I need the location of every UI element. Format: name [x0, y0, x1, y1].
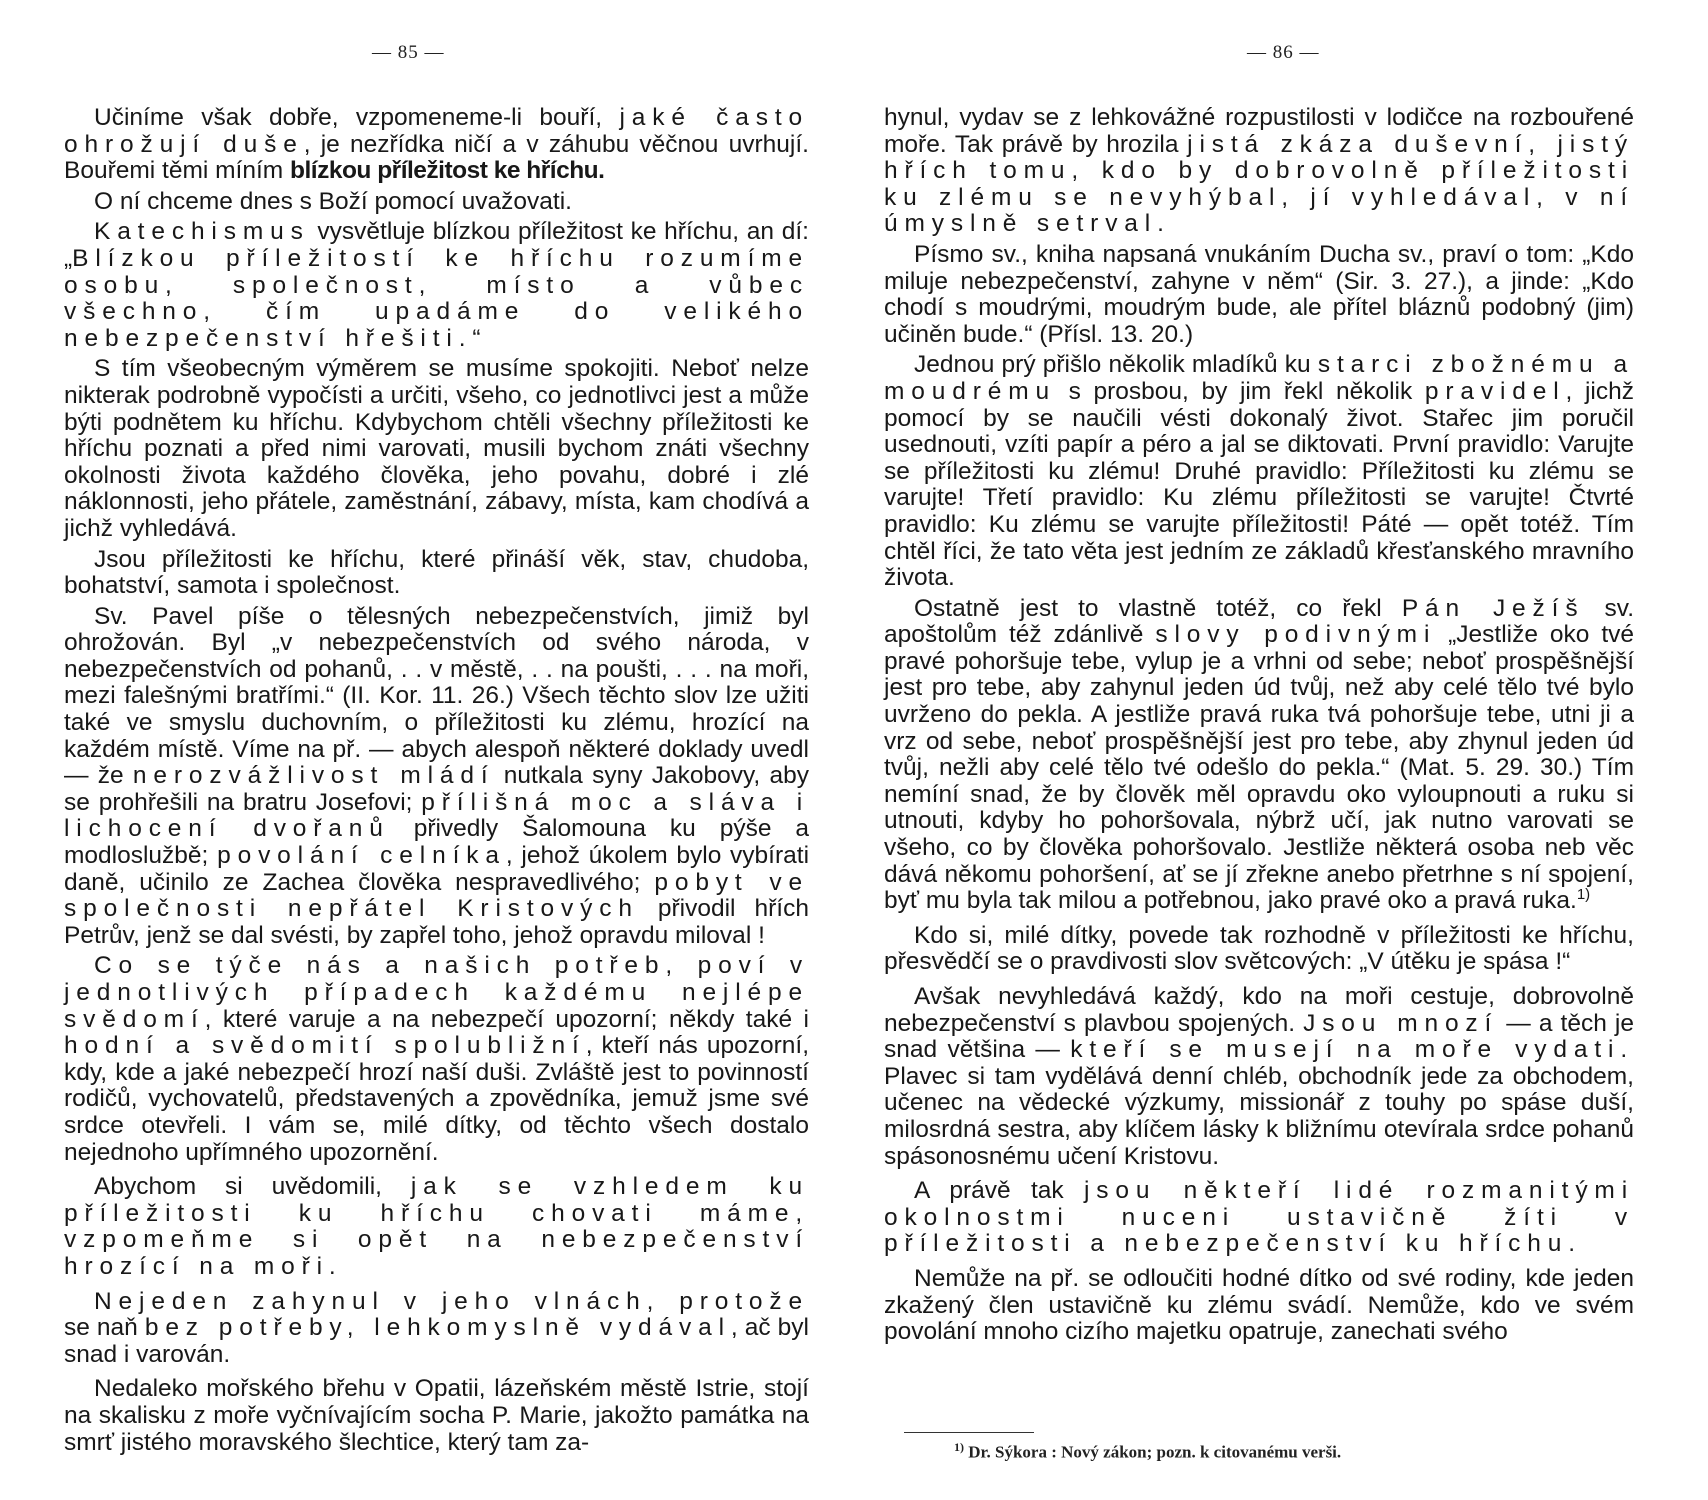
text-run: s prosbou, by jim řekl několik	[1056, 377, 1425, 405]
text-run: , které varuje a na nebezpečí upozorní; někdy také i	[204, 1005, 809, 1033]
paragraph	[884, 984, 1634, 1170]
text-run: — a těch je snad většina —	[884, 1009, 1634, 1064]
paragraph	[64, 547, 809, 600]
right-page-body	[884, 105, 1634, 1350]
text-run: Jsou mnozí	[1303, 1009, 1499, 1037]
text-run: Plavec si tam vydělává denní chléb, obchodník jede za obchodem, učenec na vědecké výzkumy, missionář z touhy po spáse duší, milosrdná sestra, aby klíčem lásky k bližnímu otevírala srdce pohanů spásonosnému učení Kristovu.	[884, 1062, 1634, 1170]
text-run: „Jestliže oko tvé pravé pohoršuje tebe, vylup je a vrhni od sebe; neboť prospěšnější jest pro tebe, aby zahynul jeden úd tvůj, než aby celé tělo tvé bylo uvrženo do pekla. A jestliže pravá ruka tvá pohoršuje tebe, utni ji a vrz od sebe, neboť prospěšnější jest pro tebe, aby zhynul jeden úd tvůj, nežli aby celé tělo tvé odešlo do pekla.“ (Mat. 5. 29. 30.) Tím nemíní snad, že by člověk měl opravdu oko vyloupnouti a ruku si utnouti, kdyby ho pohoršovala, nýbrž učí, jak nutno varovati se všeho, co by člověka pohoršovalo. Jestliže některá osoba neb věc dává někomu pohoršení, ať se jí zřekne anebo přetrhne s ní spojení, byť mu byla tak milou a potřebnou, jako pravé oko a pravá ruka.	[884, 621, 1634, 915]
text-run: Jednou prý přišlo několik mladíků ku	[914, 351, 1318, 379]
text-run: , ač byl snad i varován.	[64, 1314, 809, 1368]
paragraph	[64, 1174, 809, 1280]
text-run: Nemůže na př. se odloučiti hodné dítko od své rodiny, kde jeden zkažený člen ustavičně ku zlému svádí. Nemůže, kdo ve svém povolání mnoho cizího majetku opatruje, zanechati svého	[884, 1264, 1634, 1346]
paragraph	[884, 1266, 1634, 1346]
text-run: Nedaleko mořského břehu v Opatii, lázeňském městě Istrie, stojí na skalisku z moře vyčnívajícím socha P. Marie, jakožto památka na smrť jistého moravského šlechtice, který tam za-	[64, 1375, 809, 1456]
text-run: přivodil hřích Petrův, jenž se dal svésti, by zapřel toho, jehož opravdu miloval !	[64, 895, 809, 949]
text-run: , jehož úkolem bylo vybírati daně, učinilo ze Zachea člověka nespravedlivého;	[64, 842, 810, 896]
footnote-reference: 1)	[1576, 886, 1591, 904]
paragraph	[884, 923, 1634, 976]
text-run: Ostatně jest to vlastně totéž, co řekl	[914, 594, 1402, 622]
text-run: Nejeden zahynul v jeho vlnách, protože	[94, 1287, 809, 1315]
text-run: hynul, vydav se z lehkovážné rozpustilosti v lodičce na rozbouřené moře. Tak právě by hrozila	[884, 104, 1634, 158]
footnote	[954, 1440, 1554, 1463]
left-page-body	[64, 105, 809, 1460]
page-number: — 86 —	[1247, 42, 1320, 63]
text-run: kteří se musejí na moře vydati.	[1070, 1036, 1634, 1064]
paragraph	[64, 105, 809, 185]
paragraph	[64, 189, 809, 216]
text-run: pravidel	[1424, 377, 1566, 405]
text-run: slovy podivnými	[1155, 621, 1437, 649]
paragraph	[64, 219, 809, 352]
text-run: Pán Ježíš	[1401, 594, 1585, 622]
text-run: nerozvážlivost mládí	[132, 762, 495, 790]
text-run: jaké často ohrožují duše	[64, 104, 809, 158]
paragraph	[64, 953, 809, 1166]
text-run: O ní chceme dnes s Boží pomocí uvažovati.	[94, 187, 572, 215]
text-run: Avšak nevyhledává každý, kdo na moři cestuje, dobrovolně nebezpečenství s plavbou spojených.	[884, 983, 1634, 1037]
text-run: , jichž pomocí by se naučili vésti dokonalý život. Stařec jim poručil usednouti, vzíti papír a péro a jal se diktovati. První pravidlo: Varujte se příležitosti ku zlému! Druhé pravidlo: Příležitosti ku zlému se varujte! Třetí pravidlo: Ku zlému příležitosti se varujte! Čtvrté pravidlo: Ku zlému se varujte příležitosti! Páté — opět totéž. Tím chtěl říci, že tato věta jest jedním ze základů křesťanského mravního života.	[884, 377, 1634, 592]
footnote-divider	[904, 1432, 1034, 1433]
text-run: Kdo si, milé dítky, povede tak rozhodně v příležitosti ke hříchu, přesvědčí se o pravdivosti slov světcových: „V útěku je spása !“	[884, 921, 1634, 976]
text-run: “	[472, 324, 481, 352]
text-run: blízkou příležitost ke hříchu.	[290, 157, 605, 185]
text-run: Jsou příležitosti ke hříchu, které přináší věk, stav, chudoba, bohatství, samota i společnost.	[64, 545, 809, 600]
paragraph	[884, 105, 1634, 238]
text-run: Abychom si uvědomili,	[94, 1173, 411, 1201]
text-run: vysvětluje blízkou příležitost ke hříchu, an dí: „	[64, 218, 809, 272]
text-run: S tím všeobecným výměrem se musíme spokojiti. Neboť nelze nikterak podrobně vypočísti a určiti, všeho, co jednotlivci jest a může býti podnětem ku hříchu. Kdybychom chtěli všechny příležitosti ke hříchu poznati a před nimi varovati, musili bychom znáti všechny okolnosti života každého člověka, jeho povahu, dobré i zlé náklonnosti, jeho přátele, zaměstnání, zábavy, místa, kam chodívá a jichž vyhledává.	[64, 355, 809, 542]
text-run: Učiníme však dobře, vzpomeneme-li bouří,	[94, 104, 620, 131]
text-run: pobyt ve společnosti nepřátel Kristových	[64, 868, 809, 923]
paragraph	[64, 604, 809, 950]
text-run: hodní a svědomití spolubližní	[64, 1032, 586, 1060]
text-run: Katechismus	[94, 218, 310, 246]
right-page	[854, 0, 1708, 1500]
text-run: Sv. Pavel píše o tělesných nebezpečenstvích, jimiž byl ohrožován. Byl „v nebezpečenstvích od svého národa, v nebezpečenstvích od pohanů, . . v městě, . . na poušti, . . . na moři, mezi falešnými bratřími.“ (II. Kor. 11. 26.) Všech těchto slov lze užiti také ve smyslu duchovním, o příležitosti ku zlému, hrozící na každém místě. Víme na př. — abych alespoň některé doklady uvedl — že	[64, 602, 809, 790]
text-run: bez potřeby, lehkomyslně vydával	[144, 1314, 731, 1342]
text-run: Blízkou příležitostí ke hříchu rozumíme osobu, společnost, místo a vůbec všechno, čím upadáme do velikého nebezpečenství hřešiti.	[64, 244, 809, 352]
text-run: jsou někteří lidé rozmanitými okolnostmi nuceni ustavičně žíti v příležitosti a nebezpečenství ku hříchu.	[884, 1177, 1634, 1258]
text-run: povolání celníka	[217, 842, 506, 870]
footnote-mark: 1)	[954, 1440, 964, 1454]
page-number: — 85 —	[372, 42, 445, 63]
paragraph	[64, 1289, 809, 1369]
paragraph	[64, 356, 809, 542]
paragraph	[884, 596, 1634, 915]
text-run: se naň	[64, 1314, 145, 1342]
text-run: nutkala syny Jakobovy, aby se prohřešili na bratru Josefovi;	[64, 762, 809, 816]
paragraph	[884, 1178, 1634, 1258]
paragraph	[64, 1376, 809, 1456]
text-run: Písmo sv., kniha napsaná vnukáním Ducha sv., praví o tom: „Kdo miluje nebezpečenství, zahyne v něm“ (Sir. 3. 27.), a jinde: „Kdo chodí s moudrými, moudrým bude, ale přítel bláznů podobný (jim) učiněn bude.“ (Přísl. 13. 20.)	[884, 240, 1634, 348]
text-run: , je nezřídka ničí a v záhubu věčnou uvrhují. Bouřemi těmi míním	[64, 130, 809, 185]
text-run: jak se vzhledem ku příležitosti ku hříchu chovati máme, vzpomeňme si opět na nebezpečenství hrozící na moři.	[64, 1173, 809, 1280]
text-run: přivedly Šalomouna ku pýše a modloslužbě;	[64, 815, 809, 870]
text-run: starci zbožnému a moudrému	[884, 351, 1634, 405]
text-run: přílišná moc a sláva i lichocení dvořanů	[64, 788, 809, 843]
footnote-text: Dr. Sýkora : Nový zákon; pozn. k citovanému verši.	[968, 1442, 1342, 1462]
text-run: , kteří nás upozorní, kdy, kde a jaké nebezpečí hrozí naší duši. Zvláště jest to povinností rodičů, vychovatelů, představených a zpovědníka, jemuž jsme své srdce otevřeli. I vám se, milé dítky, od těchto všech dostalo nejednoho upřímného upozornění.	[64, 1032, 809, 1166]
text-run: A právě tak	[914, 1177, 1084, 1205]
paragraph	[884, 242, 1634, 348]
left-page	[0, 0, 850, 1500]
paragraph	[884, 352, 1634, 591]
text-run: jistá zkáza duševní, jistý hřích tomu, kdo by dobrovolně příležitosti ku zlému se nevyhýbal, jí vyhledával, v ní úmyslně setrval.	[884, 130, 1634, 238]
text-run: sv. apoštolům též zdánlivě	[884, 594, 1635, 649]
text-run: Co se týče nás a našich potřeb, poví v jednotlivých případech každému nejlépe svědomí	[64, 952, 809, 1033]
